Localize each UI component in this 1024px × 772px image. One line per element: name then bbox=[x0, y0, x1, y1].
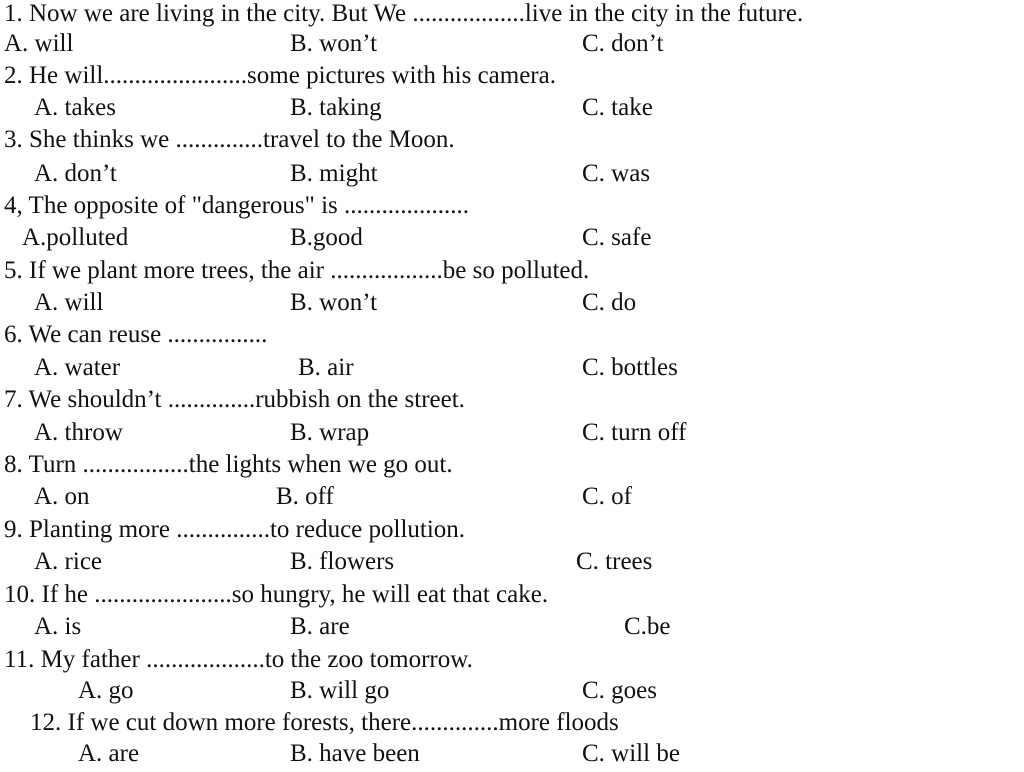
q7-option-c: C. turn off bbox=[582, 419, 687, 446]
q12-option-b: B. have been bbox=[290, 740, 420, 767]
q12-option-c: C. will be bbox=[582, 740, 680, 767]
q12-option-a: A. are bbox=[78, 740, 140, 767]
q6-option-a: A. water bbox=[34, 354, 121, 381]
q5-option-b: B. won’t bbox=[290, 289, 378, 316]
q2-option-c: C. take bbox=[582, 94, 653, 121]
question-2: 2. He will.......................some pictures with his camera. bbox=[4, 62, 556, 89]
q3-option-a: A. don’t bbox=[34, 160, 117, 187]
q3-option-c: C. was bbox=[582, 160, 651, 187]
q11-option-b: B. will go bbox=[290, 677, 390, 704]
q9-option-a: A. rice bbox=[34, 548, 103, 575]
question-7: 7. We shouldn’t ..............rubbish on the street. bbox=[4, 386, 465, 413]
q1-option-c: C. don’t bbox=[582, 30, 664, 57]
question-9: 9. Planting more ...............to reduce pollution. bbox=[4, 516, 466, 543]
question-10: 10. If he ......................so hungry, he will eat that cake. bbox=[4, 581, 549, 608]
q10-option-a: A. is bbox=[34, 613, 82, 640]
q11-option-a: A. go bbox=[78, 677, 134, 704]
question-4: 4, The opposite of "dangerous" is .................... bbox=[4, 192, 470, 219]
q6-option-b: B. air bbox=[298, 354, 354, 381]
question-6: 6. We can reuse ................ bbox=[4, 321, 268, 348]
q11-option-c: C. goes bbox=[582, 677, 657, 704]
q5-option-a: A. will bbox=[34, 289, 104, 316]
question-12: 12. If we cut down more forests, there..............more floods bbox=[30, 709, 619, 736]
question-5: 5. If we plant more trees, the air ..................be so polluted. bbox=[4, 257, 590, 284]
q10-option-c: C.be bbox=[624, 613, 671, 640]
q4-option-a: A.polluted bbox=[22, 224, 129, 251]
q2-option-a: A. takes bbox=[34, 94, 116, 121]
question-8: 8. Turn .................the lights when we go out. bbox=[4, 451, 453, 478]
q1-option-a: A. will bbox=[4, 30, 74, 57]
q10-option-b: B. are bbox=[290, 613, 350, 640]
q8-option-b: B. off bbox=[276, 483, 334, 510]
q4-option-c: C. safe bbox=[582, 224, 652, 251]
q6-option-c: C. bottles bbox=[582, 354, 678, 381]
q8-option-c: C. of bbox=[582, 483, 632, 510]
q9-option-b: B. flowers bbox=[290, 548, 395, 575]
q4-option-b: B.good bbox=[290, 224, 363, 251]
q1-option-b: B. won’t bbox=[290, 30, 378, 57]
question-3: 3. She thinks we ..............travel to the Moon. bbox=[4, 126, 455, 153]
q5-option-c: C. do bbox=[582, 289, 637, 316]
question-11: 11. My father ...................to the zoo tomorrow. bbox=[4, 646, 473, 673]
q7-option-b: B. wrap bbox=[290, 419, 370, 446]
q8-option-a: A. on bbox=[34, 483, 90, 510]
q9-option-c: C. trees bbox=[576, 548, 653, 575]
question-1: 1. Now we are living in the city. But We ..................live in the city in the future. bbox=[4, 0, 804, 27]
q7-option-a: A. throw bbox=[34, 419, 123, 446]
q2-option-b: B. taking bbox=[290, 94, 382, 121]
q3-option-b: B. might bbox=[290, 160, 378, 187]
